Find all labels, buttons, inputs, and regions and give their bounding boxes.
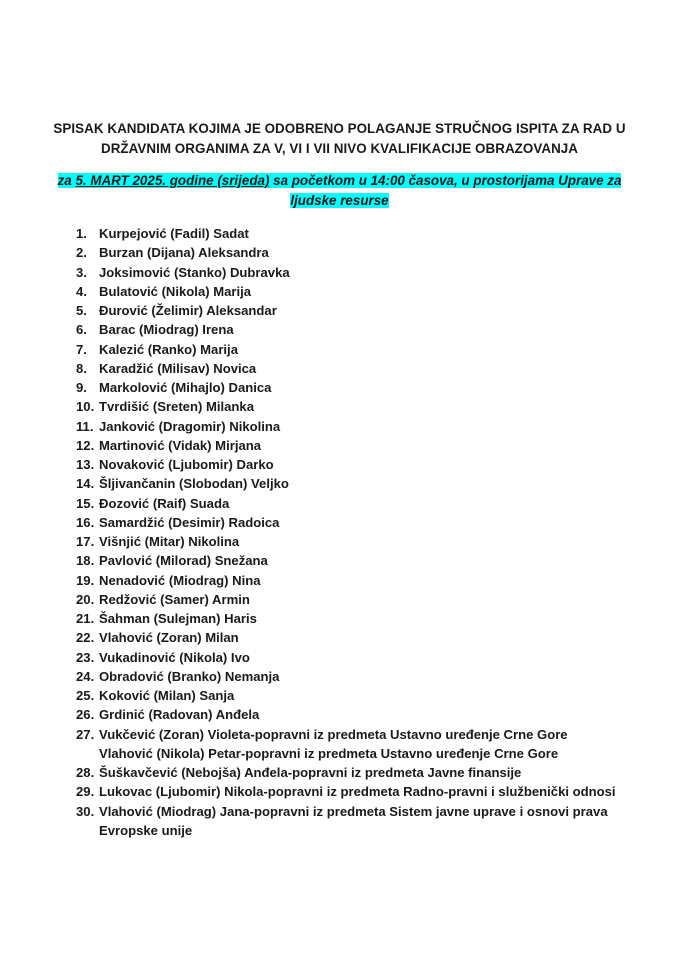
candidate-name: Barac (Miodrag) Irena — [99, 322, 234, 338]
candidate-name: Novaković (Ljubomir) Darko — [99, 457, 274, 472]
candidate-item — [0, 436, 679, 455]
candidate-name: Grdinić (Radovan) Anđela — [99, 707, 260, 723]
candidate-item — [0, 725, 679, 744]
candidate-item — [0, 243, 679, 262]
candidate-name: Burzan (Dijana) Aleksandra — [99, 245, 269, 261]
candidate-item — [0, 378, 679, 397]
candidate-name: Đozović (Raif) Suada — [99, 495, 230, 511]
candidate-name: Pavlović (Milorad) Snežana — [99, 553, 268, 569]
candidate-number: 12. — [76, 437, 95, 453]
schedule-details: sa početkom u 14:00 časova, u prostorijama Uprave za ljudske resurse — [269, 173, 622, 208]
candidate-name: Vlahović (Nikola) Petar-popravni iz predmeta Ustavno uređenje Crne Gore — [99, 745, 559, 761]
candidate-item — [0, 340, 679, 359]
schedule-prefix: za — [57, 173, 76, 188]
candidate-number: 24. — [76, 668, 95, 684]
candidate-number: 19. — [76, 572, 95, 588]
candidate-number: 3. — [76, 264, 87, 280]
candidate-number: 11. — [76, 418, 94, 434]
candidate-number: 28. — [76, 765, 95, 780]
candidate-number: 27. — [76, 726, 95, 742]
candidate-number: 30. — [76, 803, 95, 819]
candidate-name: Koković (Milan) Sanja — [99, 688, 235, 703]
candidate-item — [0, 494, 679, 513]
candidate-name: Vukadinović (Nikola) Ivo — [99, 649, 250, 665]
candidate-number: 8. — [76, 360, 87, 376]
document-title: SPISAK KANDIDATA KOJIMA JE ODOBRENO POLAGANJE STRUČNOG ISPITA ZA RAD U DRŽAVNIM ORGANIMA ZA V, VI I VII NIVO KVALIFIKACIJE OBRAZOVANJA — [53, 121, 626, 156]
candidate-name: Šahman (Sulejman) Haris — [99, 611, 257, 626]
candidate-item — [0, 359, 679, 378]
candidate-item — [0, 513, 679, 532]
candidate-name: Šuškavčević (Nebojša) Anđela-popravni iz predmeta Javne finansije — [99, 765, 522, 780]
candidate-item — [0, 782, 679, 801]
candidate-item — [0, 320, 679, 339]
candidate-item — [0, 763, 679, 782]
candidate-name: Đurović (Želimir) Aleksandar — [99, 303, 277, 318]
candidate-name: Šljivančanin (Slobodan) Veljko — [99, 476, 289, 492]
candidate-item — [0, 705, 679, 724]
candidate-item — [0, 532, 679, 551]
candidate-item — [0, 802, 679, 841]
candidate-name: Kalezić (Ranko) Marija — [99, 341, 238, 357]
candidate-number: 6. — [76, 322, 87, 338]
candidate-number: 7. — [76, 341, 87, 357]
candidate-item — [0, 744, 679, 763]
candidate-item — [0, 455, 679, 474]
candidate-item — [0, 590, 679, 609]
candidate-name: Karadžić (Milisav) Novica — [99, 360, 257, 376]
candidate-name: Joksimović (Stanko) Dubravka — [99, 264, 290, 280]
candidate-name: Janković (Dragomir) Nikolina — [99, 418, 281, 434]
candidate-name: Vlahović (Zoran) Milan — [99, 630, 239, 646]
candidate-name: Vlahović (Miodrag) Jana-popravni iz predmeta Sistem javne uprave i osnovi prava Evropske unije — [99, 803, 608, 838]
candidate-number: 26. — [76, 707, 95, 723]
candidate-item — [0, 224, 679, 243]
candidate-number: 15. — [76, 495, 95, 511]
candidate-number: 20. — [76, 591, 95, 607]
candidate-item — [0, 282, 679, 301]
candidate-name: Lukovac (Ljubomir) Nikola-popravni iz predmeta Radno-pravni i službenički odnosi — [99, 784, 616, 800]
candidate-item — [0, 667, 679, 686]
candidate-number: 5. — [76, 303, 87, 318]
candidate-name: Samardžić (Desimir) Radoica — [99, 514, 280, 530]
candidate-name: Martinović (Vidak) Mirjana — [99, 437, 262, 453]
candidate-name: Bulatović (Nikola) Marija — [99, 283, 252, 299]
candidate-name: Obradović (Branko) Nemanja — [99, 668, 280, 684]
candidate-list — [0, 224, 679, 840]
candidate-number: 17. — [76, 534, 95, 549]
candidate-number: 29. — [76, 784, 95, 800]
candidate-number: 23. — [76, 649, 95, 665]
candidate-name: Kurpejović (Fadil) Sadat — [99, 226, 249, 241]
exam-schedule — [40, 171, 640, 210]
candidate-name: Tvrdišić (Sreten) Milanka — [99, 399, 254, 415]
candidate-name: Markolović (Mihajlo) Danica — [99, 380, 272, 395]
candidate-item — [0, 474, 679, 493]
candidate-number: 13. — [76, 457, 95, 472]
candidate-number: 22. — [76, 630, 95, 646]
candidate-number: 16. — [76, 514, 95, 530]
candidate-number: 10. — [76, 399, 95, 415]
candidate-item — [0, 551, 679, 570]
candidate-item — [0, 417, 679, 436]
candidate-name: Redžović (Samer) Armin — [99, 591, 250, 607]
candidate-item — [0, 628, 679, 647]
candidate-number: 1. — [76, 226, 87, 241]
candidate-item — [0, 301, 679, 320]
candidate-number: 25. — [76, 688, 95, 703]
candidate-name: Vukčević (Zoran) Violeta-popravni iz predmeta Ustavno uređenje Crne Gore — [99, 726, 568, 742]
candidate-item — [0, 263, 679, 282]
candidate-number: 2. — [76, 245, 87, 261]
candidate-item — [0, 686, 679, 705]
candidate-name: Višnjić (Mitar) Nikolina — [99, 534, 240, 549]
candidate-number: 21. — [76, 611, 95, 626]
candidate-number: 9. — [76, 380, 87, 395]
exam-date: 5. MART 2025. godine (srijeda) — [75, 173, 270, 188]
candidate-name: Nenadović (Miodrag) Nina — [99, 572, 261, 588]
candidate-number: 4. — [76, 283, 87, 299]
candidate-item — [0, 397, 679, 416]
candidate-item — [0, 648, 679, 667]
candidate-item — [0, 609, 679, 628]
candidate-number: 14. — [76, 476, 95, 492]
candidate-number: 18. — [76, 553, 95, 569]
candidate-item — [0, 571, 679, 590]
